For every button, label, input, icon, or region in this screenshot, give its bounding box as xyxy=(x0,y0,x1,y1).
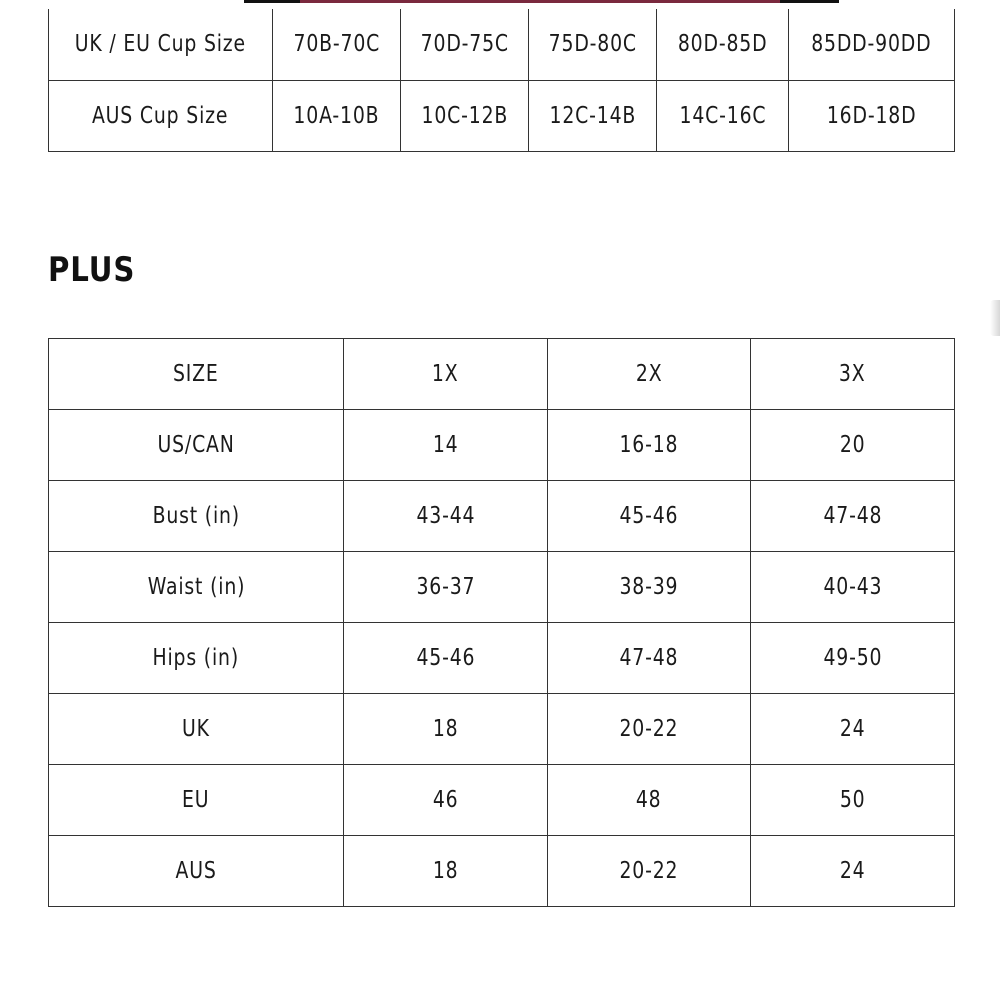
plus-size-table xyxy=(48,338,955,907)
table-cell: 48 xyxy=(548,765,751,836)
table-cell: 49-50 xyxy=(751,623,955,694)
table-cell: 50 xyxy=(751,765,955,836)
table-row xyxy=(49,765,955,836)
table-row xyxy=(49,481,955,552)
table-cell: 24 xyxy=(751,694,955,765)
table-cell: 70B-70C xyxy=(273,9,401,80)
table-cell: 75D-80C xyxy=(529,9,657,80)
table-cell: 47-48 xyxy=(548,623,751,694)
table-cell: 43-44 xyxy=(344,481,548,552)
table-cell: 16-18 xyxy=(548,410,751,481)
row-header-cell: UK xyxy=(49,694,344,765)
plus-section-heading: PLUS xyxy=(48,250,136,290)
table-cell: 12C-14B xyxy=(529,80,657,151)
table-cell: 16D-18D xyxy=(789,80,955,151)
table-cell: 2X xyxy=(548,339,751,410)
row-header-cell: SIZE xyxy=(49,339,344,410)
table-cell: 45-46 xyxy=(548,481,751,552)
table-row xyxy=(49,623,955,694)
table-row xyxy=(49,9,955,80)
table-cell: 70D-75C xyxy=(401,9,529,80)
table-row xyxy=(49,836,955,907)
table-row xyxy=(49,410,955,481)
row-header-cell: AUS Cup Size xyxy=(49,80,273,151)
row-header-cell: UK / EU Cup Size xyxy=(49,9,273,80)
row-header-cell: AUS xyxy=(49,836,344,907)
row-header-cell: Waist (in) xyxy=(49,552,344,623)
table-cell: 20-22 xyxy=(548,836,751,907)
table-cell: 18 xyxy=(344,836,548,907)
table-cell: 47-48 xyxy=(751,481,955,552)
table-cell: 20 xyxy=(751,410,955,481)
table-cell: 14 xyxy=(344,410,548,481)
product-image-accent xyxy=(300,0,780,3)
table-cell: 3X xyxy=(751,339,955,410)
table-row xyxy=(49,694,955,765)
row-header-cell: EU xyxy=(49,765,344,836)
table-cell: 18 xyxy=(344,694,548,765)
row-header-cell: Bust (in) xyxy=(49,481,344,552)
table-row xyxy=(49,80,955,151)
row-header-cell: US/CAN xyxy=(49,410,344,481)
table-cell: 10A-10B xyxy=(273,80,401,151)
table-row xyxy=(49,552,955,623)
table-cell: 36-37 xyxy=(344,552,548,623)
table-row xyxy=(49,339,955,410)
table-cell: 20-22 xyxy=(548,694,751,765)
table-cell: 80D-85D xyxy=(657,9,789,80)
table-cell: 46 xyxy=(344,765,548,836)
table-cell: 10C-12B xyxy=(401,80,529,151)
table-cell: 45-46 xyxy=(344,623,548,694)
table-cell: 24 xyxy=(751,836,955,907)
table-cell: 85DD-90DD xyxy=(789,9,955,80)
table-cell: 40-43 xyxy=(751,552,955,623)
table-cell: 1X xyxy=(344,339,548,410)
scrollbar-handle[interactable] xyxy=(990,300,1000,336)
table-cell: 14C-16C xyxy=(657,80,789,151)
cup-size-table xyxy=(48,9,955,152)
table-cell: 38-39 xyxy=(548,552,751,623)
row-header-cell: Hips (in) xyxy=(49,623,344,694)
